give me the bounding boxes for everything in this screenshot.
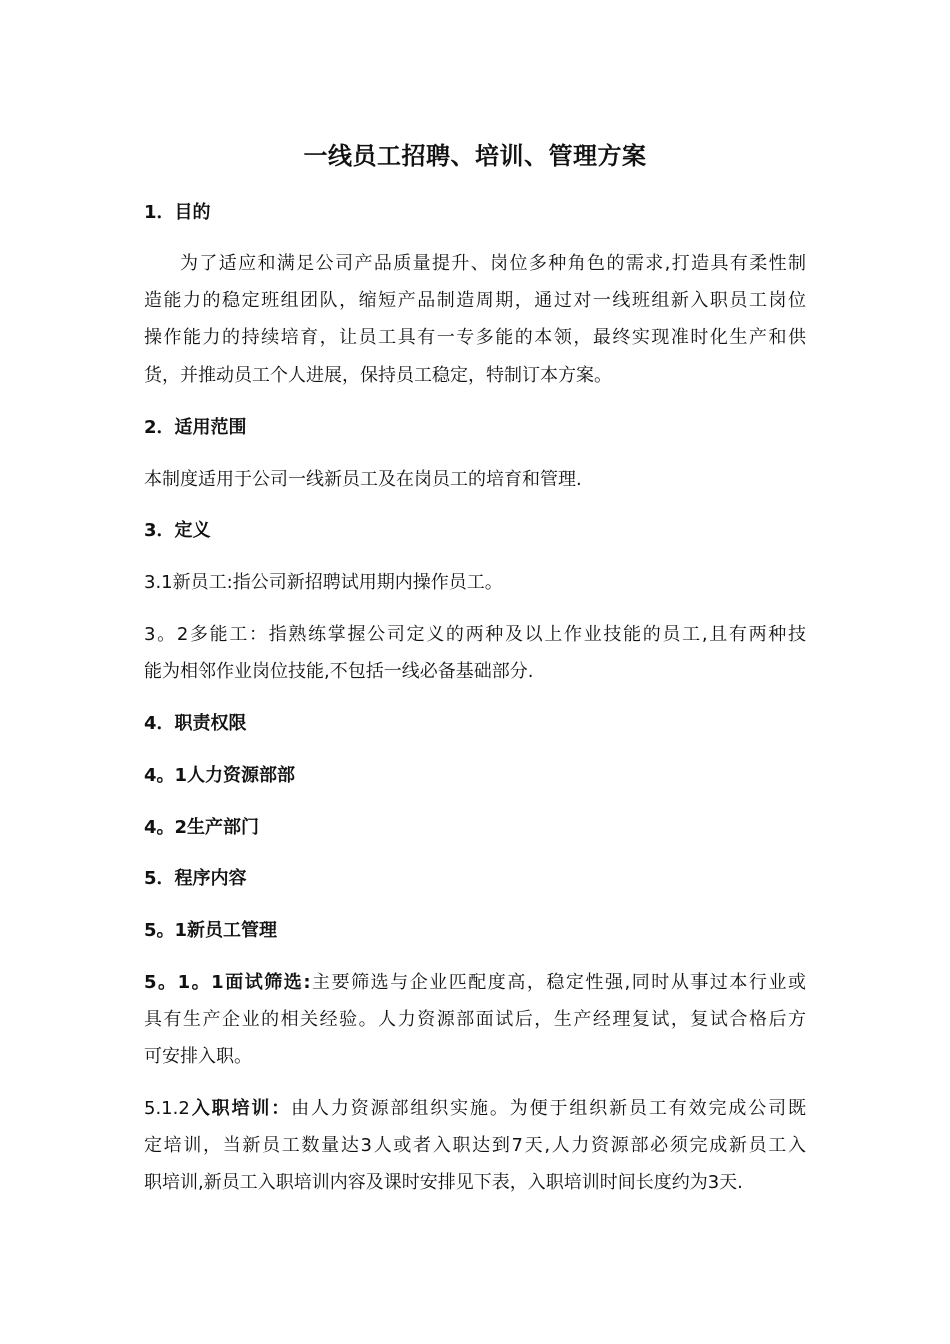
page-title: 一线员工招聘、培训、管理方案	[303, 142, 647, 170]
definition-3-2-line-2: 能为相邻作业岗位技能,不包括一线必备基础部分.	[144, 661, 534, 682]
section-1-line-2: 造能力的稳定班组团队，缩短产品制造周期，通过对一线班组新入职员工岗位	[144, 290, 806, 311]
item-5-1-2-line-3: 职培训,新员工入职培训内容及课时安排见下表，入职培训时间长度约为3天.	[144, 1172, 743, 1193]
item-5-1-2-number: 5.1.2	[144, 1098, 190, 1119]
definition-3-1: 3.1新员工:指公司新招聘试用期内操作员工。	[144, 572, 503, 593]
section-1-line-4: 货，并推动员工个人进展，保持员工稳定，特制订本方案。	[144, 365, 612, 386]
section-4-heading: 4．职责权限	[144, 713, 247, 734]
section-5-1-heading: 5。1新员工管理	[144, 920, 278, 941]
item-5-1-1-line-3: 可安排入职。	[144, 1046, 252, 1067]
item-5-1-2-line-1: 5.1.2入职培训：由人力资源部组织实施。为便于组织新员工有效完成公司既	[144, 1098, 807, 1119]
definition-3-2-line-1: 3。2多能工：指熟练掌握公司定义的两种及以上作业技能的员工,且有两种技	[144, 624, 806, 645]
item-5-1-1-line-2: 具有生产企业的相关经验。人力资源部面试后，生产经理复试，复试合格后方	[144, 1009, 806, 1030]
item-5-1-2-label: 入职培训：	[189, 1098, 292, 1119]
item-5-1-1-line-1: 5。1。1面试筛选:主要筛选与企业匹配度高，稳定性强,同时从事过本行业或	[144, 972, 806, 993]
item-5-1-1-label: 5。1。1面试筛选:	[144, 972, 311, 993]
section-2-heading: 2．适用范围	[144, 417, 247, 438]
section-1-heading: 1．目的	[144, 202, 211, 223]
section-4-2-heading: 4。2生产部门	[144, 817, 260, 838]
section-2-text: 本制度适用于公司一线新员工及在岗员工的培育和管理.	[144, 469, 582, 490]
section-1-line-1: 为了适应和满足公司产品质量提升、岗位多种角色的需求,打造具有柔性制	[180, 253, 806, 274]
section-4-1-heading: 4。1人力资源部部	[144, 765, 296, 786]
section-3-heading: 3．定义	[144, 520, 211, 541]
item-5-1-2-line-2: 定培训，当新员工数量达3人或者入职达到7天,人力资源部必须完成新员工入	[144, 1135, 806, 1156]
section-5-heading: 5．程序内容	[144, 868, 247, 889]
section-1-line-3: 操作能力的持续培育，让员工具有一专多能的本领，最终实现准时化生产和供	[144, 327, 806, 348]
